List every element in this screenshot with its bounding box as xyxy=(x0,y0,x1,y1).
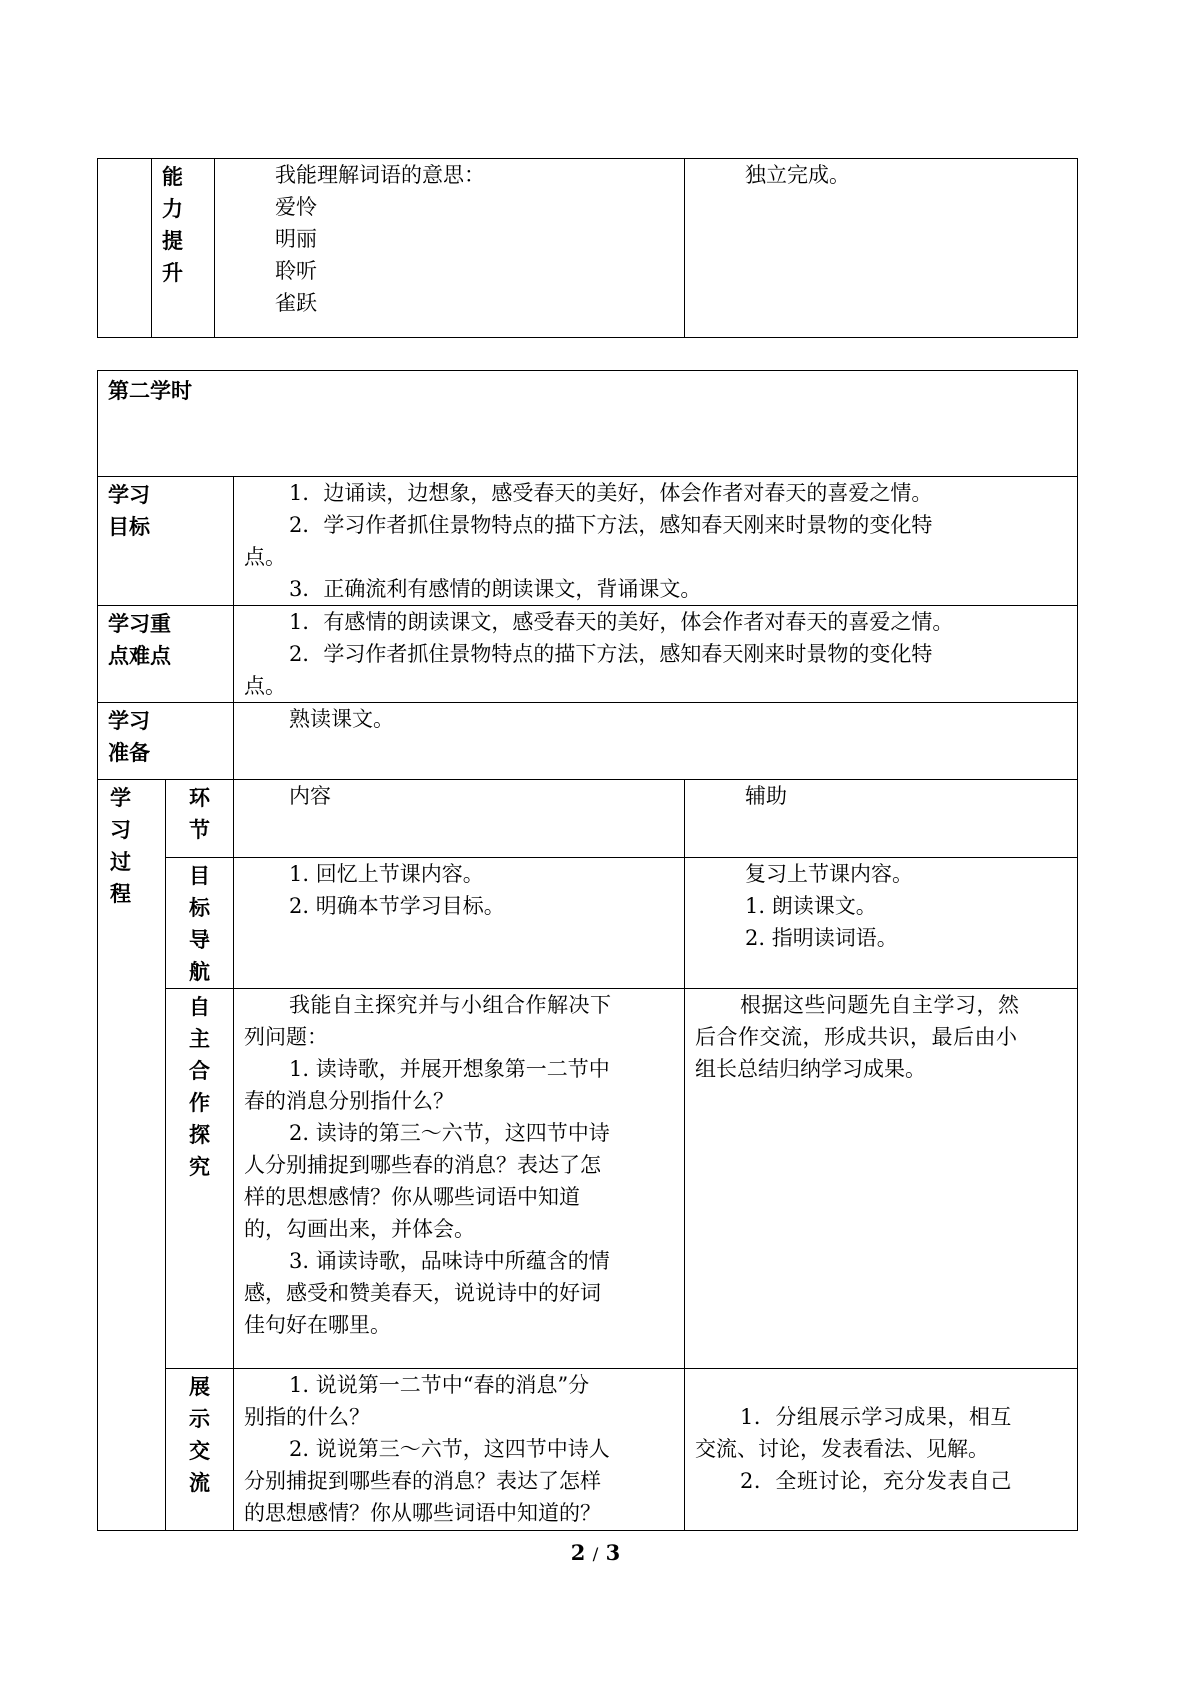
assist-line: 根据这些问题先自主学习，然 xyxy=(740,993,1020,1017)
prep-content xyxy=(234,703,1078,780)
label-line: 点难点 xyxy=(108,643,171,668)
goal-line: 点。 xyxy=(244,545,286,569)
label-char: 自 xyxy=(189,994,210,1019)
content-line: 春的消息分别指什么？ xyxy=(244,1089,454,1113)
column-header: 辅助 xyxy=(745,784,787,808)
content-line: 我能理解词语的意思： xyxy=(275,163,485,187)
label-char: 究 xyxy=(189,1154,210,1179)
label-char: 程 xyxy=(110,881,131,906)
page-separator: / xyxy=(592,1545,599,1565)
lesson2-table xyxy=(97,370,1078,1531)
stage-header xyxy=(166,780,234,858)
goal-line: 3．正确流利有感情的朗读课文，背诵课文。 xyxy=(289,577,702,601)
ability-assist xyxy=(685,159,1078,338)
prep-text: 熟读课文。 xyxy=(289,707,394,731)
content-line: 别指的什么？ xyxy=(244,1405,370,1429)
content-header xyxy=(234,780,685,858)
show-assist xyxy=(685,1369,1078,1531)
goal-line: 1．边诵读，边想象，感受春天的美好，体会作者对春天的喜爱之情。 xyxy=(289,481,933,505)
label-char: 节 xyxy=(189,817,210,842)
label-char: 目 xyxy=(189,863,210,888)
show-content xyxy=(234,1369,685,1531)
label-char: 合 xyxy=(189,1058,210,1083)
content-line: 样的思想感情？你从哪些词语中知道 xyxy=(244,1185,580,1209)
lesson-header xyxy=(98,371,1078,477)
label-line: 目标 xyxy=(108,514,150,539)
vocab-word: 爱怜 xyxy=(275,195,317,219)
ability-content xyxy=(215,159,685,338)
nav-content xyxy=(234,858,685,989)
assist-line: 交流、讨论，发表看法、见解。 xyxy=(695,1437,989,1461)
content-line: 1. 回忆上节课内容。 xyxy=(289,862,484,886)
label-char: 导 xyxy=(189,927,210,952)
content-line: 佳句好在哪里。 xyxy=(244,1313,391,1337)
assist-line: 1. 朗读课文。 xyxy=(745,894,877,918)
content-line: 2. 读诗的第三～六节，这四节中诗 xyxy=(289,1121,610,1145)
goals-label xyxy=(98,477,234,606)
content-line: 分别捕捉到哪些春的消息？表达了怎样 xyxy=(244,1469,601,1493)
label-char: 过 xyxy=(110,849,131,874)
explore-label xyxy=(166,989,234,1369)
content-line: 我能自主探究并与小组合作解决下 xyxy=(289,993,612,1017)
content-line: 列问题： xyxy=(244,1025,328,1049)
label-char: 力 xyxy=(162,196,183,221)
label-char: 流 xyxy=(189,1470,210,1495)
label-char: 展 xyxy=(189,1374,210,1399)
assist-line: 2. 指明读词语。 xyxy=(745,926,898,950)
label-char: 标 xyxy=(189,895,210,920)
label-char: 交 xyxy=(189,1438,210,1463)
key-label xyxy=(98,606,234,703)
label-char: 探 xyxy=(189,1122,210,1147)
key-line: 点。 xyxy=(244,674,286,698)
label-char: 提 xyxy=(162,228,183,253)
label-char: 示 xyxy=(189,1406,210,1431)
ability-label xyxy=(152,159,215,338)
page-number xyxy=(0,1540,1191,1565)
key-line: 1．有感情的朗读课文，感受春天的美好，体会作者对春天的喜爱之情。 xyxy=(289,610,954,634)
ability-table xyxy=(97,158,1078,338)
key-content xyxy=(234,606,1078,703)
key-line: 2．学习作者抓住景物特点的描下方法，感知春天刚来时景物的变化特 xyxy=(289,642,933,666)
assist-header xyxy=(685,780,1078,858)
label-char: 航 xyxy=(189,959,210,984)
vocab-word: 聆听 xyxy=(275,259,317,283)
label-char: 能 xyxy=(162,164,183,189)
label-char: 环 xyxy=(189,785,210,810)
assist-line: 后合作交流，形成共识，最后由小 xyxy=(695,1025,1018,1049)
show-label xyxy=(166,1369,234,1531)
explore-content xyxy=(234,989,685,1369)
empty-cell xyxy=(98,159,152,338)
assist-line: 2．全班讨论，充分发表自己 xyxy=(740,1469,1012,1493)
label-char: 学 xyxy=(110,785,131,810)
vocab-word: 雀跃 xyxy=(275,291,317,315)
label-line: 学习重 xyxy=(108,611,171,636)
content-line: 的思想感情？你从哪些词语中知道的？ xyxy=(244,1501,601,1525)
assist-line: 1．分组展示学习成果，相互 xyxy=(740,1405,1012,1429)
current-page: 2 xyxy=(570,1540,586,1565)
label-char: 习 xyxy=(110,817,131,842)
label-line: 学习 xyxy=(108,708,150,733)
vocab-word: 明丽 xyxy=(275,227,317,251)
content-line: 的，勾画出来，并体会。 xyxy=(244,1217,475,1241)
content-line: 2. 说说第三～六节，这四节中诗人 xyxy=(289,1437,610,1461)
content-line: 1. 说说第一二节中“春的消息”分 xyxy=(289,1373,590,1397)
content-line: 2. 明确本节学习目标。 xyxy=(289,894,505,918)
content-line: 3. 诵读诗歌，品味诗中所蕴含的情 xyxy=(289,1249,610,1273)
process-label xyxy=(98,780,166,1531)
content-line: 1. 读诗歌，并展开想象第一二节中 xyxy=(289,1057,610,1081)
goals-content xyxy=(234,477,1078,606)
content-line: 人分别捕捉到哪些春的消息？表达了怎 xyxy=(244,1153,601,1177)
explore-assist xyxy=(685,989,1078,1369)
label-char: 作 xyxy=(189,1090,210,1115)
assist-line: 复习上节课内容。 xyxy=(745,862,913,886)
nav-assist xyxy=(685,858,1078,989)
nav-label xyxy=(166,858,234,989)
goal-line: 2．学习作者抓住景物特点的描下方法，感知春天刚来时景物的变化特 xyxy=(289,513,933,537)
prep-label xyxy=(98,703,234,780)
assist-line: 组长总结归纳学习成果。 xyxy=(695,1057,926,1081)
label-line: 准备 xyxy=(108,740,150,765)
assist-text: 独立完成。 xyxy=(745,163,850,187)
lesson-title: 第二学时 xyxy=(108,378,192,403)
content-line: 感，感受和赞美春天，说说诗中的好词 xyxy=(244,1281,601,1305)
label-char: 主 xyxy=(189,1026,210,1051)
label-line: 学习 xyxy=(108,482,150,507)
label-char: 升 xyxy=(162,260,183,285)
column-header: 内容 xyxy=(289,784,331,808)
total-pages: 3 xyxy=(605,1540,621,1565)
